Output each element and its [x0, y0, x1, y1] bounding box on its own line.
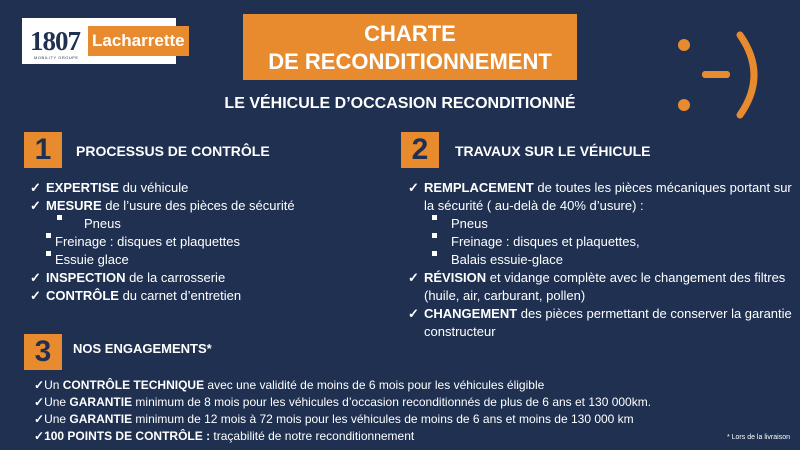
section-3-list	[34, 377, 651, 445]
section-1-number: 1	[24, 132, 62, 168]
check-icon: ✓	[30, 270, 41, 285]
company-logo	[22, 18, 185, 64]
check-icon: ✓	[408, 270, 419, 285]
section-1-list	[30, 179, 295, 305]
page-title	[243, 14, 577, 80]
section-2-title: TRAVAUX SUR LE VÉHICULE	[455, 143, 651, 159]
bullet-icon	[46, 251, 51, 256]
section-3-number: 3	[24, 334, 62, 370]
section-2-number: 2	[401, 132, 439, 168]
list-item: ✓Une GARANTIE minimum de 12 mois à 72 mois pour les véhicules de moins de 6 ans et moins de 130 000 km	[34, 412, 634, 426]
logo-subtitle: MOBILITY GROUPE	[34, 55, 79, 60]
list-item: ✓ CONTRÔLE du carnet d’entretien	[30, 288, 242, 303]
list-item-continuation: la sécurité ( au-delà de 40% d’usure) :	[424, 198, 644, 213]
list-item: ✓ RÉVISION et vidange complète avec le changement des filtres	[408, 270, 786, 285]
check-icon: ✓	[34, 429, 45, 443]
check-icon: ✓	[34, 378, 45, 392]
section-1-title: PROCESSUS DE CONTRÔLE	[76, 143, 270, 159]
list-item: ✓ INSPECTION de la carrosserie	[30, 270, 226, 285]
sub-item: Freinage : disques et plaquettes	[30, 233, 295, 251]
list-item: ✓Une GARANTIE minimum de 8 mois pour les véhicules d’occasion reconditionnés de plus de 6 ans et 130 000km.	[34, 395, 652, 409]
check-icon: ✓	[34, 395, 45, 409]
list-item: ✓ EXPERTISE du véhicule	[30, 180, 189, 195]
logo-name: Lacharrette	[88, 26, 189, 56]
bullet-icon	[57, 215, 62, 220]
sub-item: Pneus	[30, 215, 295, 233]
sub-item: Balais essuie-glace	[408, 251, 792, 269]
sub-item: Pneus	[408, 215, 792, 233]
check-icon: ✓	[408, 180, 419, 195]
footnote: * Lors de la livraison	[726, 434, 790, 441]
list-item: ✓ MESURE de l’usure des pièces de sécurité	[30, 198, 295, 213]
list-item: ✓ CHANGEMENT des pièces permettant de conserver la garantie	[408, 306, 792, 321]
list-item: ✓100 POINTS DE CONTRÔLE : traçabilité de notre reconditionnement	[34, 429, 415, 443]
sub-item: Essuie glace	[30, 251, 295, 269]
title-line-2: DE RECONDITIONNEMENT	[268, 49, 552, 74]
check-icon: ✓	[30, 198, 41, 213]
section-3-title: NOS ENGAGEMENTS*	[73, 341, 212, 356]
list-item: ✓Un CONTRÔLE TECHNIQUE avec une validité de moins de 6 mois pour les véhicules éligible	[34, 378, 545, 392]
check-icon: ✓	[408, 306, 419, 321]
title-line-1: CHARTE	[364, 21, 456, 46]
check-icon: ✓	[30, 180, 41, 195]
sub-item: Freinage : disques et plaquettes,	[408, 233, 792, 251]
check-icon: ✓	[30, 288, 41, 303]
page-subtitle: LE VÉHICULE D’OCCASION RECONDITIONNÉ	[224, 95, 576, 112]
list-item-continuation: (huile, air, carburant, pollen)	[424, 288, 586, 303]
bullet-icon	[46, 233, 51, 238]
section-2-list	[408, 179, 792, 341]
logo-number: 1807	[30, 25, 80, 56]
bullet-icon	[432, 251, 437, 256]
check-icon: ✓	[34, 412, 45, 426]
list-item: ✓ REMPLACEMENT de toutes les pièces mécaniques portant sur	[408, 180, 792, 195]
bullet-icon	[432, 233, 437, 238]
list-item-continuation: constructeur	[424, 324, 496, 339]
bullet-icon	[432, 215, 437, 220]
